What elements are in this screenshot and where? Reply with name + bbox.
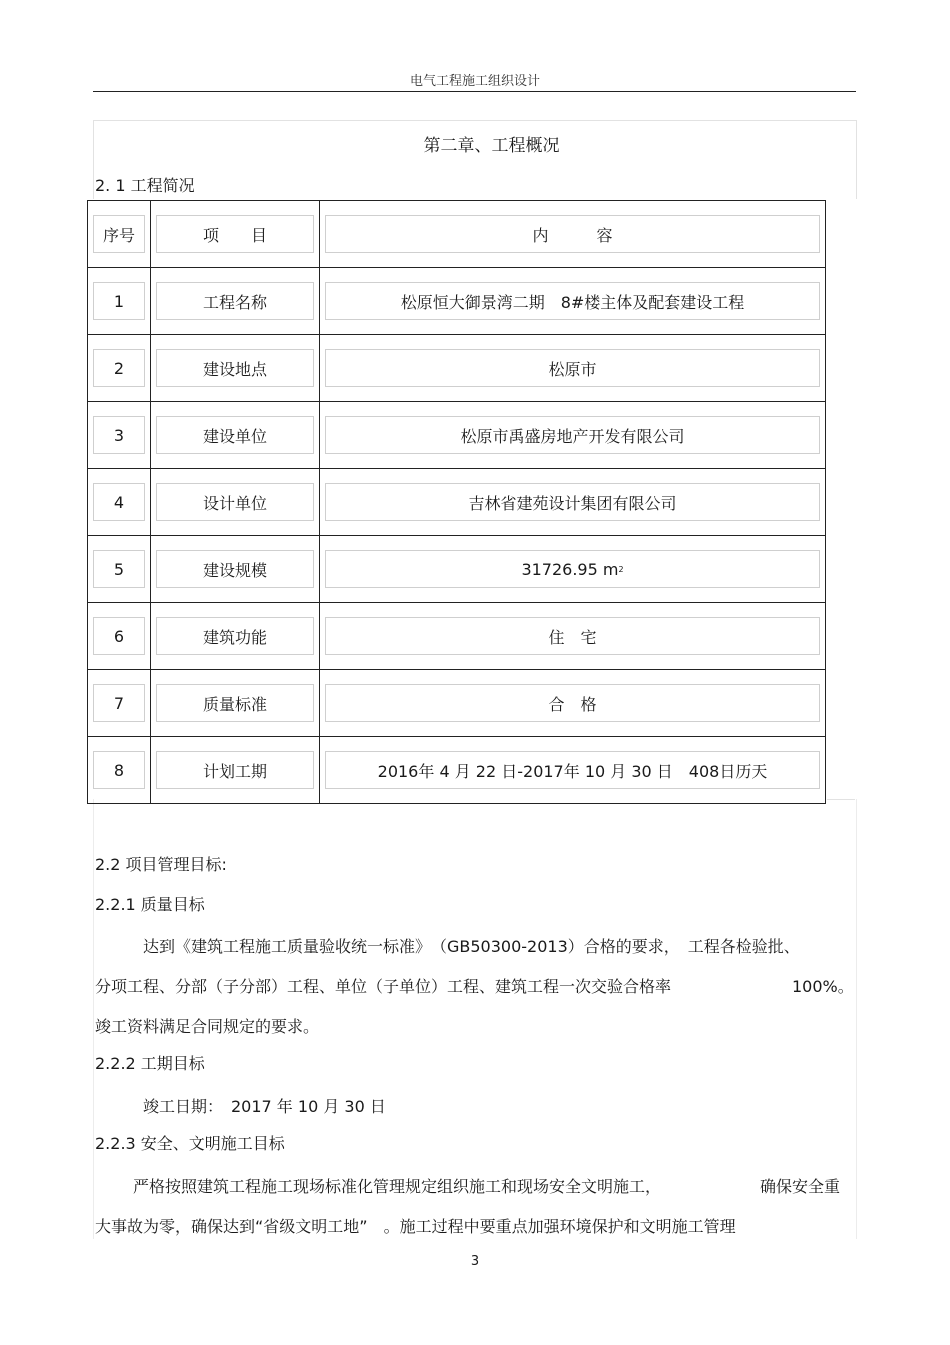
section-heading-2-1: 2. 1 工程简况 [95,176,195,195]
cell-no: 2 [88,335,151,402]
cell-no: 6 [88,603,151,670]
header-cell-no: 序号 [88,201,151,268]
safety-goal-line-2: 大事故为零，确保达到“省级文明工地” 。施工过程中要重点加强环境保护和文明施工管理 [95,1217,736,1236]
table-row [88,670,826,737]
section-heading-2-2-2: 2.2.2 工期目标 [95,1054,205,1073]
section-heading-2-2-3: 2.2.3 安全、文明施工目标 [95,1134,285,1153]
cell-no: 5 [88,536,151,603]
completion-date: 竣工日期： 2017 年 10 月 30 日 [143,1097,386,1116]
table-row [88,469,826,536]
cell-item: 工程名称 [151,268,320,335]
cell-no: 1 [88,268,151,335]
cell-content: 吉林省建苑设计集团有限公司 [320,469,826,536]
cell-no: 8 [88,737,151,804]
quality-goal-line-1: 达到《建筑工程施工质量验收统一标准》 （GB50300-2013）合格的要求， 工程各检验批、 [143,937,800,956]
page-number: 3 [470,1254,480,1269]
header-cell-item: 项 目 [151,201,320,268]
section-heading-2-2: 2.2 项目管理目标: [95,855,227,874]
cell-item: 质量标准 [151,670,320,737]
cell-item: 计划工期 [151,737,320,804]
cell-content: 合 格 [320,670,826,737]
section-heading-2-2-1: 2.2.1 质量目标 [95,895,205,914]
running-header: 电气工程施工组织设计 [409,74,540,89]
cell-content: 2016年 4 月 22 日-2017年 10 月 30 日 408日历天 [320,737,826,804]
cell-item: 建设单位 [151,402,320,469]
safety-goal-line-1 [133,1174,853,1197]
cell-item: 建设规模 [151,536,320,603]
table-row [88,737,826,804]
table-row [88,402,826,469]
quality-goal-line-2 [95,974,855,997]
cell-content: 松原市禹盛房地产开发有限公司 [320,402,826,469]
header-cell-content: 内 容 [320,201,826,268]
table-row [88,268,826,335]
table-row [88,603,826,670]
cell-item: 建设地点 [151,335,320,402]
project-overview-table [87,200,826,804]
quality-goal-rate: 100%。 [792,977,854,996]
building-scale-value: 31726.95 m [521,559,619,579]
area-unit-superscript: 2 [618,564,624,574]
cell-content: 住 宅 [320,603,826,670]
cell-content: 松原市 [320,335,826,402]
header-rule [93,91,856,92]
cell-no: 4 [88,469,151,536]
quality-goal-line-3: 竣工资料满足合同规定的要求。 [95,1017,320,1036]
quality-goal-text: 分项工程、分部（子分部）工程、单位（子单位）工程、建筑工程一次交验合格率 [95,977,672,996]
cell-item: 设计单位 [151,469,320,536]
table-row [88,335,826,402]
cell-content [320,536,826,603]
safety-goal-text-end: 确保安全重 [760,1177,841,1196]
cell-no: 7 [88,670,151,737]
safety-goal-text: 严格按照建筑工程施工现场标准化管理规定组织施工和现场安全文明施工， [133,1177,662,1196]
table-row [88,536,826,603]
frame-line [827,799,855,800]
cell-content: 松原恒大御景湾二期 8#楼主体及配套建设工程 [320,268,826,335]
cell-item: 建筑功能 [151,603,320,670]
table-header-row [88,201,826,268]
chapter-title: 第二章、工程概况 [423,136,560,156]
cell-no: 3 [88,402,151,469]
